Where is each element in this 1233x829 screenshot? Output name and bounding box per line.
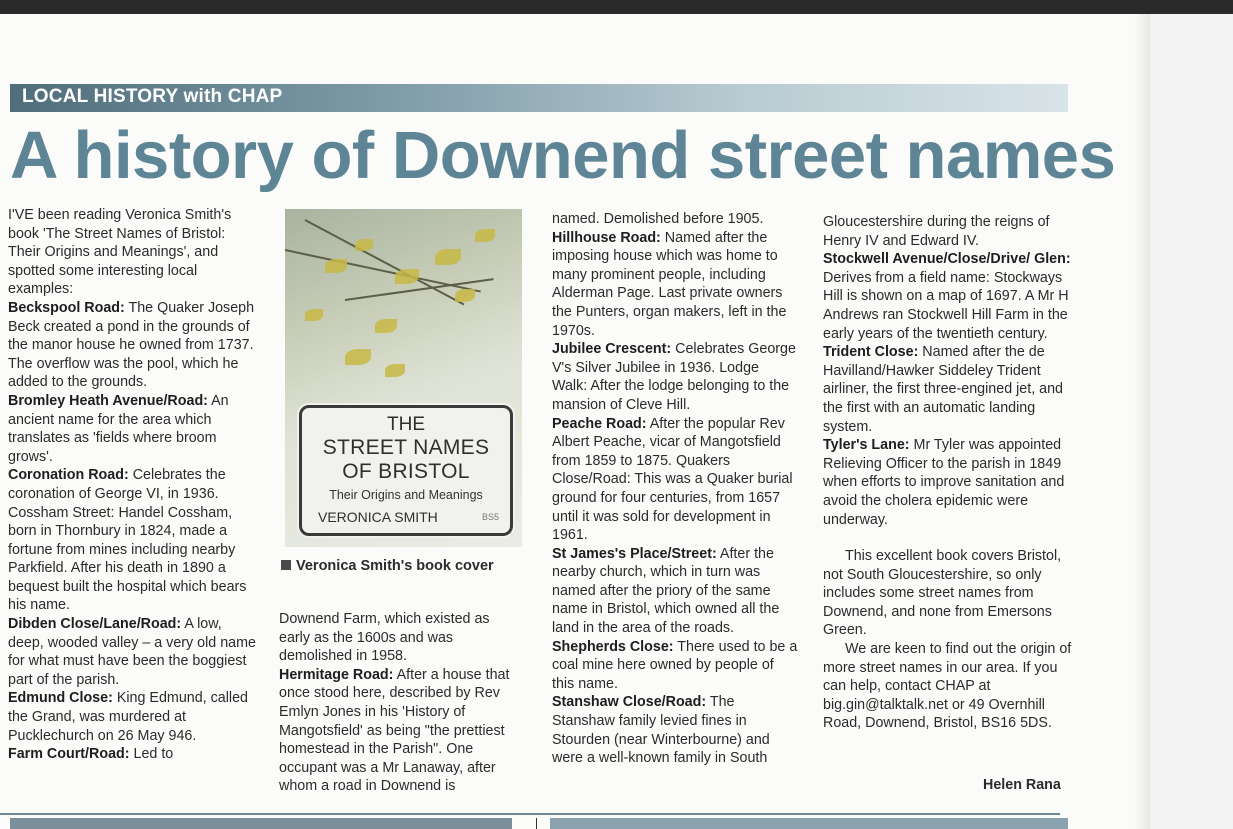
street-name-heading: Jubilee Crescent: (552, 341, 672, 358)
article-paragraph (552, 638, 798, 694)
paragraph-text: The Quaker Joseph Beck created a pond in the grounds of the manor house he owned from 1737. The overflow was the pool, which he added to the grounds. (8, 299, 255, 391)
leaf-decoration (475, 229, 495, 242)
paragraph-text: Downend Farm, which existed as early as the 1600s and was demolished in 1958. (279, 611, 490, 665)
paragraph-text: An ancient name for the area which translates as 'fields where broom grows'. (8, 392, 229, 465)
leaf-decoration (375, 319, 397, 333)
paragraph-text: Led to (129, 746, 174, 763)
street-name-heading: Peache Road: (552, 415, 647, 432)
article-paragraph (8, 392, 256, 466)
book-title-line-2: STREET NAMES (322, 436, 490, 459)
next-article-bar (10, 818, 512, 829)
article-column-4 (823, 213, 1073, 733)
next-article-bar (550, 818, 1068, 829)
paragraph-text: There used to be a coal mine here owned by people of this name. (552, 638, 798, 692)
paragraph-gap (823, 529, 1073, 547)
street-name-heading: Dibden Close/Lane/Road: (8, 616, 182, 633)
paragraph-text: Named after the de Havilland/Hawker Siddeley Trident airliner, the first three-engined jet, and the first with an automatic landing system. (823, 344, 1064, 435)
paragraph-text: Named after the imposing house which was home to many prominent people, including Alderman Page. Last private owners the Punters, organ makers, left in the 1970s. (552, 229, 787, 339)
caption-square-icon (281, 560, 291, 570)
street-name-heading: Beckspool Road: (8, 299, 125, 316)
page-rule (0, 813, 1060, 815)
article-paragraph (823, 343, 1073, 436)
street-name-heading: Hermitage Road: (279, 666, 394, 683)
image-caption (281, 558, 494, 574)
paragraph-text: Derives from a field name: Stockways Hill is shown on a map of 1697. A Mr H Andrews ran Stockwell Hill Farm in the early years of the twentieth century. (823, 269, 1069, 342)
paragraph-text: After a house that once stood here, described by Rev Emlyn Jones in his 'History of Mangotsfield' as being "the prettiest homestead in the Parish". One occupant was a Mr Lanaway, after whom a road in Downend is (279, 666, 510, 795)
article-paragraph (8, 466, 256, 615)
leaf-decoration (325, 259, 347, 273)
article-paragraph (552, 229, 798, 341)
paragraph-text: The Stanshaw family levied fines in Stourden (near Winterbourne) and were a well-known family in South (552, 694, 770, 767)
scan-margin (1150, 14, 1233, 829)
paragraph-text: named. Demolished before 1905. (552, 211, 764, 227)
leaf-decoration (395, 269, 419, 284)
article-paragraph (552, 415, 798, 545)
street-name-heading: Hillhouse Road: (552, 229, 661, 246)
book-title-line-3: OF BRISTOL (342, 460, 470, 483)
leaf-decoration (305, 309, 323, 321)
paragraph-text: After the nearby church, which in turn was named after the priory of the same name in Bristol, which owned all the land in the area of the roads. (552, 545, 780, 637)
sign-postcode: BS5 (482, 512, 500, 522)
page-fold (1134, 14, 1150, 829)
article-paragraph (552, 210, 798, 229)
article-paragraph (8, 615, 256, 689)
street-name-heading: Tyler's Lane: (823, 437, 910, 454)
street-name-heading: Farm Court/Road: (8, 746, 130, 763)
paragraph-text: King Edmund, called the Grand, was murdered at Pucklechurch on 26 May 946. (8, 690, 248, 744)
paragraph-text: Gloucestershire during the reigns of Henry IV and Edward IV. (823, 214, 1050, 249)
article-paragraph (823, 436, 1073, 529)
scanner-top-edge (0, 0, 1233, 14)
article-paragraph (279, 610, 523, 666)
paragraph-text: Mr Tyler was appointed Relieving Officer to the parish in 1849 when efforts to improve sanitation and avoid the cholera epidemic were underway. (823, 437, 1065, 528)
leaf-decoration (435, 249, 461, 265)
article-paragraph (8, 206, 256, 299)
article-paragraph (8, 299, 256, 392)
street-name-heading: Bromley Heath Avenue/Road: (8, 392, 208, 409)
street-sign (299, 405, 513, 536)
article-paragraph (823, 250, 1073, 343)
article-headline: A history of Downend street names (10, 118, 1116, 193)
book-author: VERONICA SMITH (318, 509, 438, 525)
article-paragraph (552, 545, 798, 638)
closing-paragraph: This excellent book covers Bristol, not South Gloucestershire, so only includes some street names from Downend, and none from Emersons Green. (823, 548, 1062, 639)
article-column-1 (8, 206, 256, 764)
author-byline: Helen Rana (983, 777, 1061, 793)
paragraph-text: A low, deep, wooded valley – a very old name for what must have been the boggiest part of the parish. (8, 616, 256, 688)
article-paragraph (552, 340, 798, 414)
article-column-3 (552, 210, 798, 768)
book-cover-image (285, 209, 522, 547)
book-subtitle: Their Origins and Meanings (329, 488, 483, 502)
book-title-line-1: THE (387, 414, 425, 435)
street-name-heading: Shepherds Close: (552, 638, 674, 655)
paragraph-text: Celebrates George V's Silver Jubilee in 1936. Lodge Walk: After the lodge belonging to the mansion of Cleve Hill. (552, 341, 796, 413)
column-separator (536, 818, 537, 829)
image-caption-text: Veronica Smith's book cover (296, 558, 494, 574)
paragraph-text: I'VE been reading Veronica Smith's book 'The Street Names of Bristol: Their Origins and Meanings', and spotted some interesting local examples: (8, 207, 232, 298)
street-name-heading: Coronation Road: (8, 467, 129, 484)
leaf-decoration (355, 239, 373, 251)
paragraph-text: Celebrates the coronation of George VI, in 1936. Cossham Street: Handel Cossham, born in Thornbury in 1824, made a fortune from mines including nearby Parkfield. After his death in 1890 a bequest built the hospital which bears his name. (8, 467, 247, 614)
leaf-decoration (385, 364, 405, 377)
street-name-heading: Stanshaw Close/Road: (552, 694, 707, 711)
article-paragraph (8, 689, 256, 745)
street-name-heading: Trident Close: (823, 344, 919, 361)
section-banner (10, 84, 1068, 112)
closing-paragraph: We are keen to find out the origin of more street names in our area. If you can help, contact CHAP at big.gin@talktalk.net or 49 Overnhill Road, Downend, Bristol, BS16 5DS. (823, 641, 1072, 732)
article-paragraph (279, 666, 523, 796)
street-name-heading: Edmund Close: (8, 690, 113, 707)
article-paragraph (8, 745, 256, 764)
article-paragraph (552, 693, 798, 767)
street-name-heading: Stockwell Avenue/Close/Drive/ Glen: (823, 251, 1071, 268)
leaf-decoration (455, 289, 475, 302)
paragraph-text: After the popular Rev Albert Peache, vicar of Mangotsfield from 1859 to 1875. Quakers Close/Road: This was a Quaker burial ground for four centuries, from 1657 until it was sold for development in 1961. (552, 415, 793, 544)
leaf-decoration (345, 349, 371, 365)
article-column-2 (279, 610, 523, 796)
street-name-heading: St James's Place/Street: (552, 545, 717, 562)
section-banner-text: LOCAL HISTORY with CHAP (22, 86, 283, 107)
article-paragraph (823, 213, 1073, 250)
